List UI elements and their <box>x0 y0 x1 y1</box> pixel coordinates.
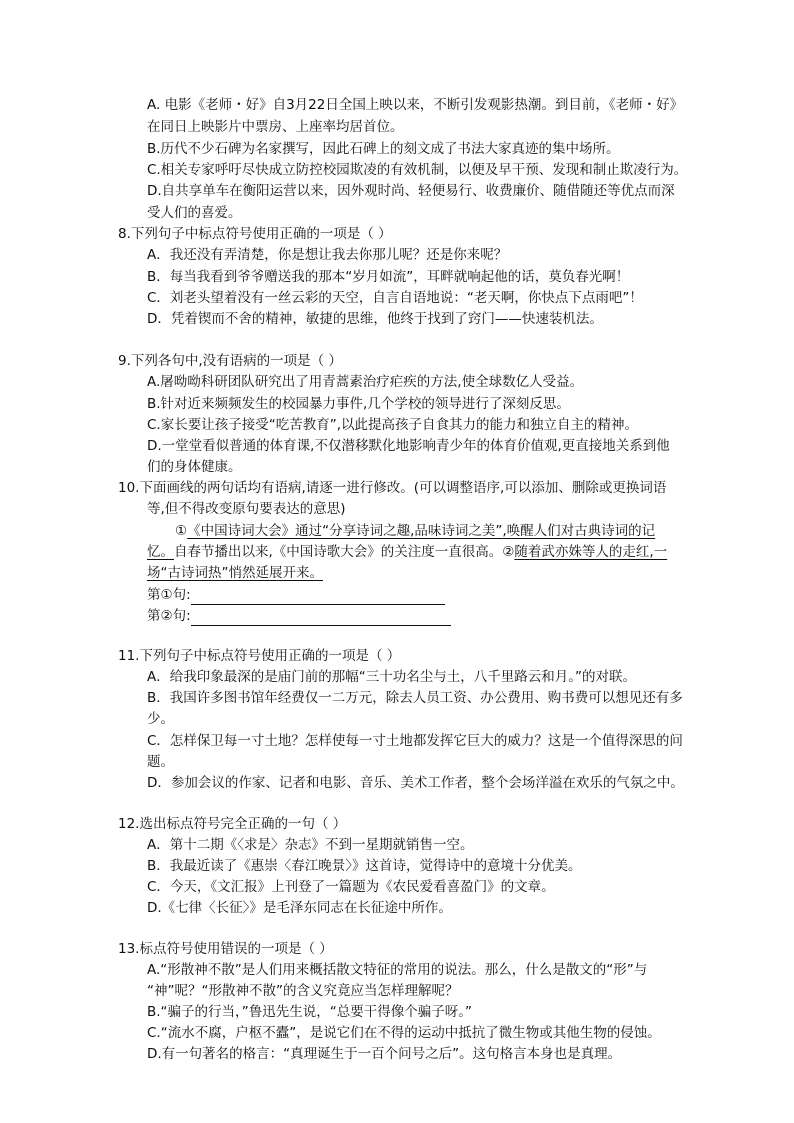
q10-sentence-1-underlined: 《中国诗词大会》通过“分享诗词之趣,品味诗词之美”,唤醒人们对古典诗词的记 <box>187 523 656 539</box>
q7-option-c: C.相关专家呼吁尽快成立防控校园欺凌的有效机制，以便及早干预、发现和制止欺凌行为。 <box>147 162 688 178</box>
q13-option-b: B.“骗子的行当，”鲁迅先生说，“总要干得像个骗子呀。” <box>147 1004 473 1020</box>
q8-option-a: A．我还没有弄清楚，你是想让我去你那儿呢？还是你来呢？ <box>147 247 508 263</box>
q10-stem: 10.下面画线的两句话均有语病,请逐一进行修改。(可以调整语序,可以添加、删除或更换词语 <box>118 480 667 496</box>
q9-option-a: A.屠呦呦科研团队研究出了用青蒿素治疗疟疾的方法,使全球数亿人受益。 <box>147 374 584 390</box>
q10-answer-1-label: 第①句: <box>147 587 191 603</box>
q10-sentence-1-underlined-end: 忆。 <box>147 544 174 560</box>
q10-answer-2-blank[interactable] <box>191 610 451 626</box>
q13-option-d: D.有一句著名的格言：“真理诞生于一百个问号之后”。这句格言本身也是真理。 <box>147 1046 622 1062</box>
q11-option-c-cont: 题。 <box>147 754 174 770</box>
q8-option-d: D．凭着锲而不舍的精神，敏捷的思维，他终于找到了窍门——快速装机法。 <box>147 311 603 327</box>
q12-option-c: C．今天，《文汇报》上刊登了一篇题为《农民爱看喜盈门》的文章。 <box>147 879 555 895</box>
q10-stem-cont: 等,但不得改变原句要表达的意思) <box>147 501 346 517</box>
q13-option-a: A.“形散神不散”是人们用来概括散文特征的常用的说法。那么，什么是散文的“形”与 <box>147 962 648 978</box>
q13-option-c: C.“流水不腐，户枢不蠹”，是说它们在不得的运动中抵抗了微生物或其他生物的侵蚀。 <box>147 1025 661 1041</box>
q9-stem: 9.下列各句中,没有语病的一项是（ ） <box>118 353 342 369</box>
q9-option-d-cont: 们的身体健康。 <box>147 459 242 475</box>
q10-sentence-2-underlined: 随着武亦姝等人的走红,一 <box>514 544 668 560</box>
q11-stem: 11.下列句子中标点符号使用正确的一项是（ ） <box>118 648 401 664</box>
q11-option-d: D．参加会议的作家、记者和电影、音乐、美术工作者，整个会场洋溢在欢乐的气氛之中。 <box>147 775 684 791</box>
q8-option-c: C．刘老头望着没有一丝云彩的天空，自言自语地说：“老天啊，你快点下点雨吧”！ <box>147 290 643 306</box>
q10-answer-2 <box>147 606 451 626</box>
q13-stem: 13.标点符号使用错误的一项是（ ） <box>118 941 333 957</box>
q10-answer-2-label: 第②句: <box>147 608 191 624</box>
q10-sentence-1-marker: ① <box>175 523 188 539</box>
q11-option-b-cont: 少。 <box>147 711 174 727</box>
q7-option-b: B.历代不少石碑为名家撰写，因此石碑上的刻文成了书法大家真迹的集中场所。 <box>147 141 620 157</box>
q10-sentence-2-underlined-end: 场“古诗词热”悄然延展开来。 <box>147 565 323 581</box>
q11-option-b: B．我国许多图书馆年经费仅一二万元，除去人员工资、办公费用、购书费可以想见还有多 <box>147 690 683 706</box>
q10-answer-1-blank[interactable] <box>191 589 445 605</box>
q9-option-b: B.针对近来频频发生的校园暴力事件,几个学校的领导进行了深刻反思。 <box>147 396 570 412</box>
q9-option-c: C.家长要让孩子接受“吃苦教育”,以此提高孩子自食其力的能力和独立自主的精神。 <box>147 417 638 433</box>
q7-option-d: D.自共享单车在衡阳运营以来，因外观时尚、轻便易行、收费廉价、随借随还等优点而深 <box>147 183 675 199</box>
q7-option-a-cont: 在同日上映影片中票房、上座率均居首位。 <box>147 119 404 135</box>
q10-answer-1 <box>147 585 445 605</box>
q11-option-a: A．给我印象最深的是庙门前的那幅“三十功名尘与土，八千里路云和月。”的对联。 <box>147 669 636 685</box>
q8-option-b: B．每当我看到爷爷赠送我的那本“岁月如流”，耳畔就响起他的话，莫负春光啊！ <box>147 269 630 285</box>
q7-option-d-cont: 受人们的喜爱。 <box>147 205 242 221</box>
q12-option-d: D.《七律〈长征〉》是毛泽东同志在长征途中所作。 <box>147 900 452 916</box>
q8-stem: 8.下列句子中标点符号使用正确的一项是（ ） <box>118 226 392 242</box>
q12-option-a: A．第十二期《〈求是〉杂志》不到一星期就销售一空。 <box>147 837 474 853</box>
q12-stem: 12.选出标点符号完全正确的一句（ ） <box>118 816 347 832</box>
q10-passage-line-3 <box>147 563 323 583</box>
q7-option-a: A. 电影《老师・好》自3月22日全国上映以来，不断引发观影热潮。到目前，《老师・好》 <box>147 97 684 113</box>
q10-passage-plain: 自春节播出以来,《中国诗歌大会》的关注度一直很高。② <box>174 544 515 560</box>
q13-option-a-cont: “神”呢？“形散神不散”的含义究竟应当怎样理解呢？ <box>147 983 459 999</box>
q10-passage-line-2 <box>147 542 667 562</box>
q12-option-b: B．我最近读了《惠崇〈春江晚景〉》这首诗，觉得诗中的意境十分优美。 <box>147 858 582 874</box>
q10-passage-line-1 <box>175 521 655 541</box>
q9-option-d: D.一堂堂看似普通的体育课,不仅潜移默化地影响青少年的体育价值观,更直接地关系到他 <box>147 438 670 454</box>
q11-option-c: C．怎样保卫每一寸土地？怎样使每一寸土地都发挥它巨大的威力？这是一个值得深思的问 <box>147 733 683 749</box>
